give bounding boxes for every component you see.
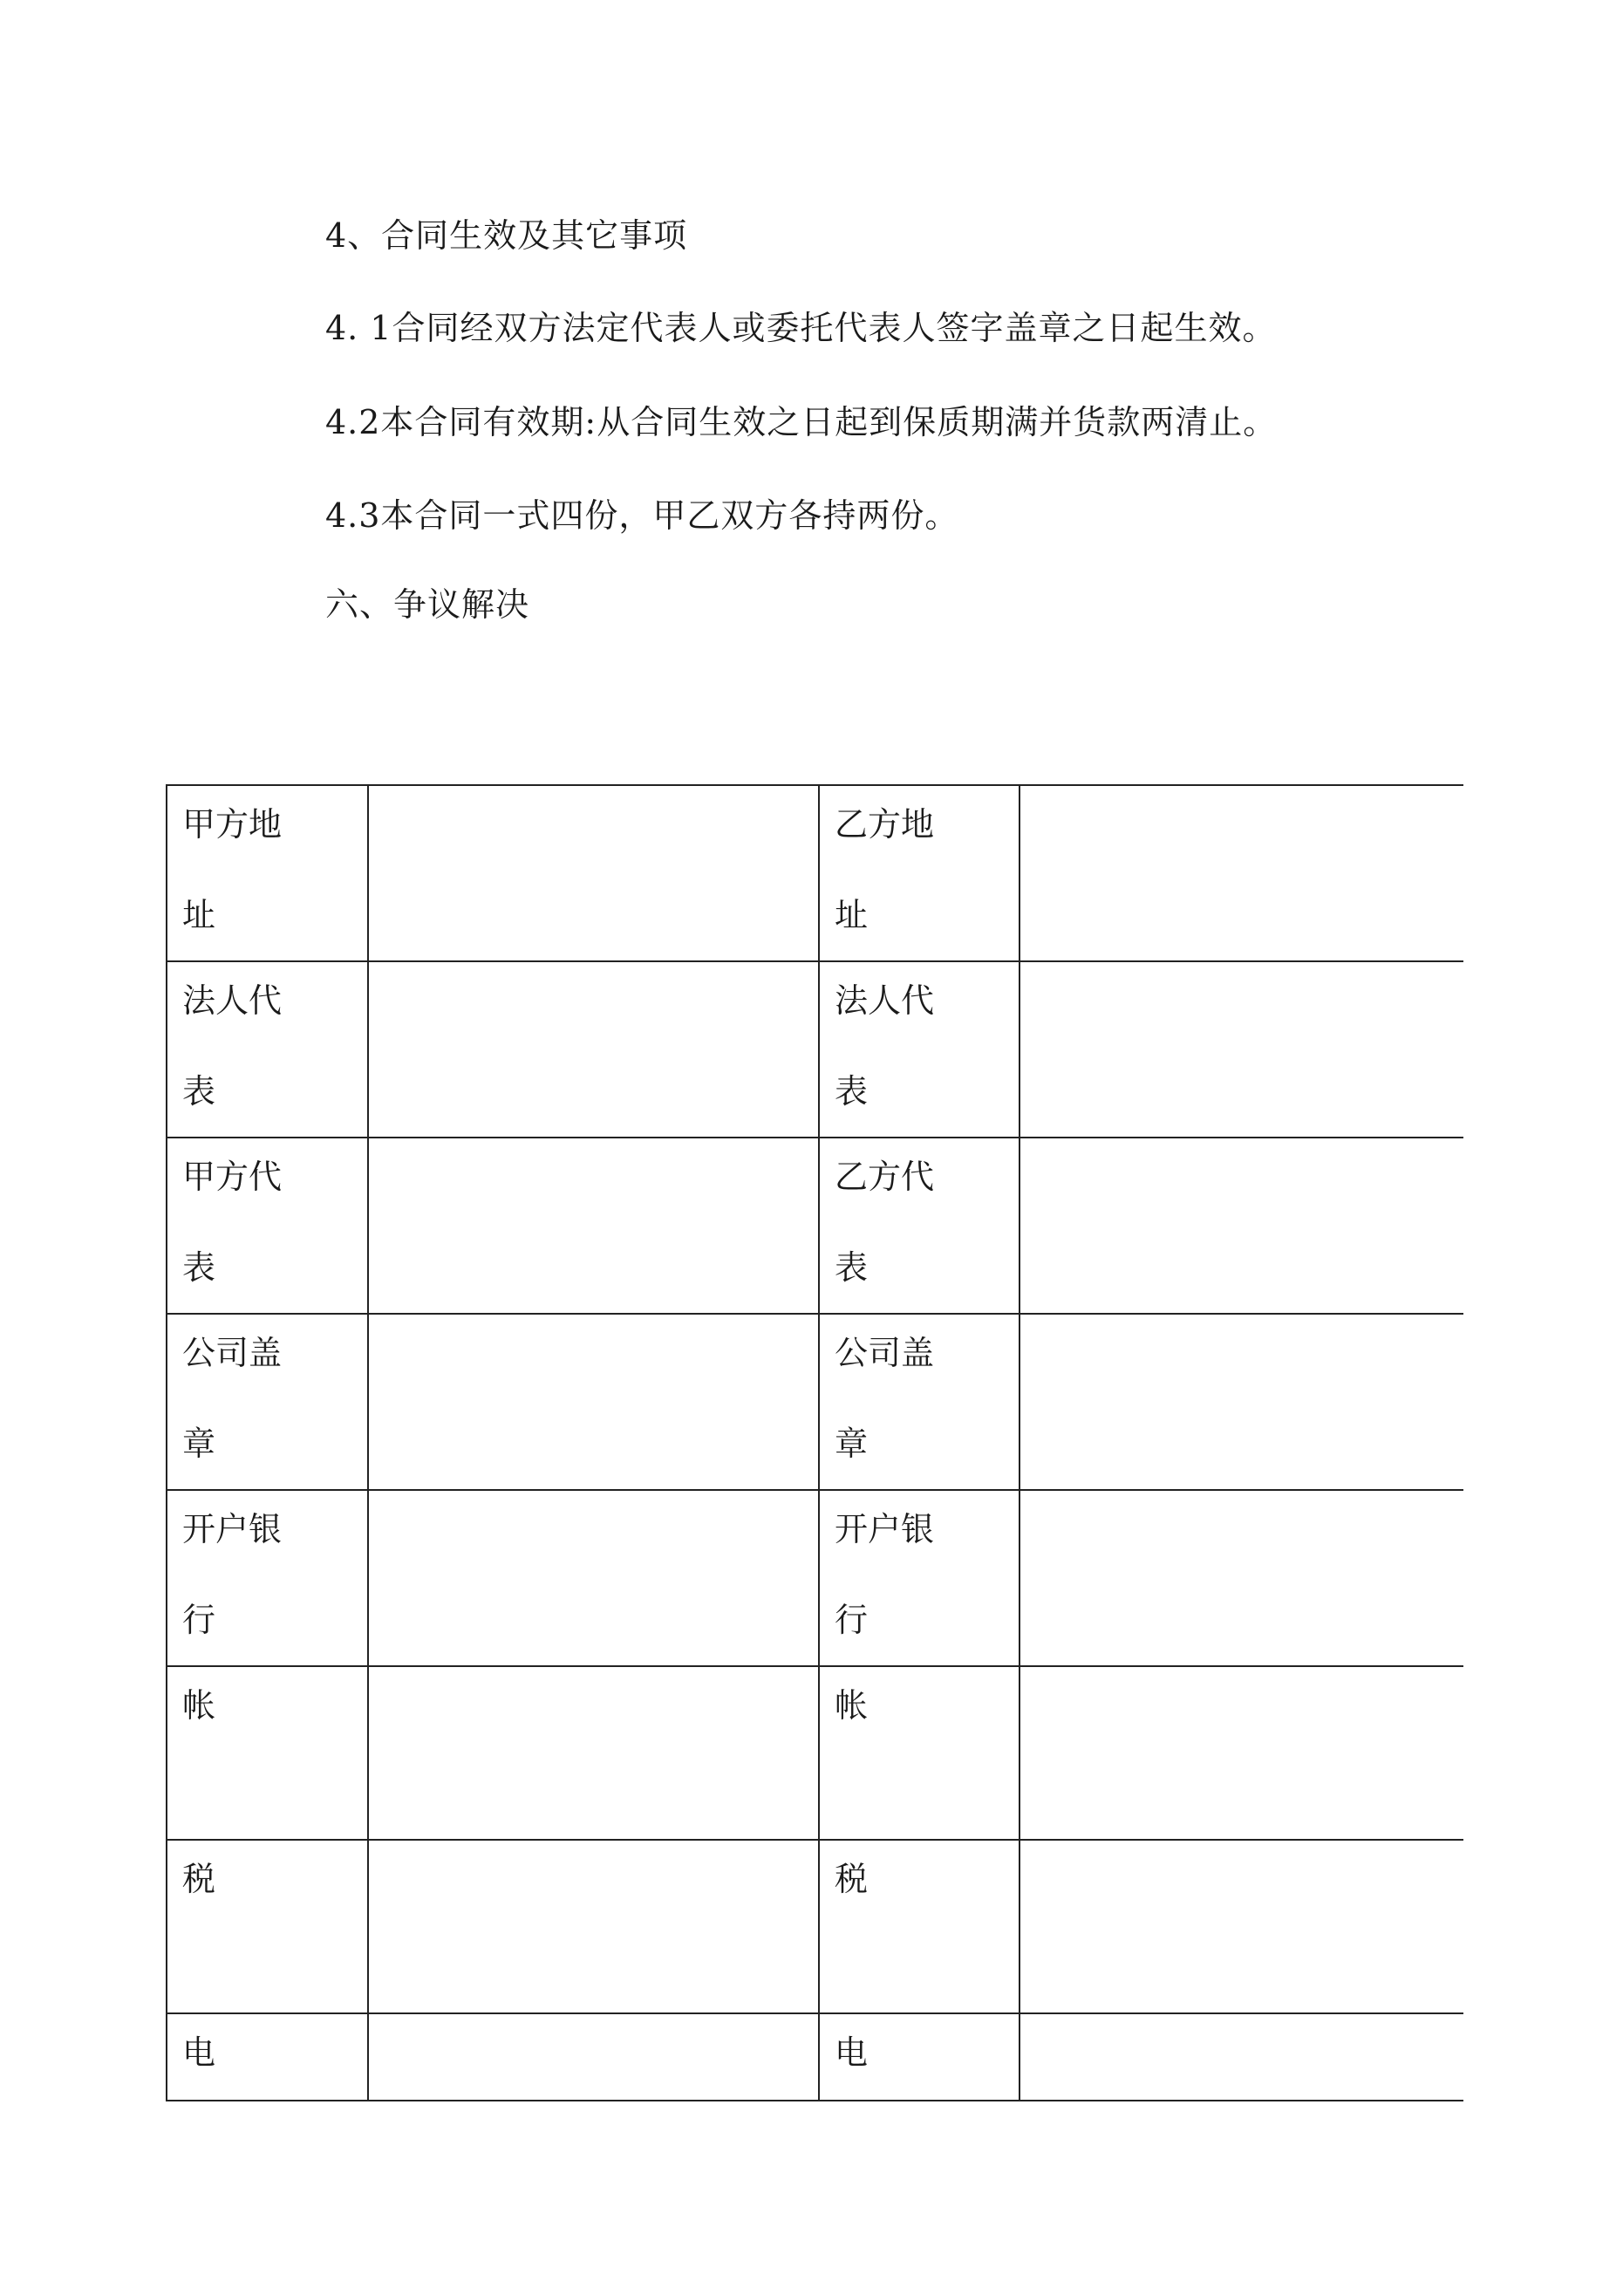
party-b-value-cell[interactable] bbox=[1019, 1314, 1463, 1490]
party-b-value-cell[interactable] bbox=[1019, 1666, 1463, 1840]
party-a-address-label: 甲方地址 bbox=[182, 805, 283, 934]
party-b-label-cell bbox=[819, 2013, 1019, 2101]
party-a-value-cell[interactable] bbox=[368, 1138, 819, 1314]
clause-4-2: 4.2本合同有效期:从合同生效之日起到保质期满并货款两清止。 bbox=[325, 403, 1278, 441]
party-b-company-seal-label: 公司盖章 bbox=[835, 1334, 935, 1463]
party-a-label-cell bbox=[167, 1490, 368, 1666]
party-b-address-label: 乙方地址 bbox=[835, 805, 935, 934]
section-heading-dispute-resolution: 六、争议解决 bbox=[325, 585, 530, 624]
table-row bbox=[167, 1138, 1463, 1314]
party-a-legal-rep-label: 法人代表 bbox=[182, 981, 283, 1110]
party-b-value-cell[interactable] bbox=[1019, 2013, 1463, 2101]
party-a-label-cell bbox=[167, 2013, 368, 2101]
party-a-value-cell[interactable] bbox=[368, 961, 819, 1138]
party-b-value-cell[interactable] bbox=[1019, 1138, 1463, 1314]
party-a-phone-label: 电 bbox=[182, 2033, 216, 2072]
table-row bbox=[167, 1490, 1463, 1666]
table-row bbox=[167, 1840, 1463, 2013]
party-b-tax-label: 税 bbox=[835, 1860, 869, 1898]
party-b-value-cell[interactable] bbox=[1019, 1490, 1463, 1666]
party-b-value-cell[interactable] bbox=[1019, 961, 1463, 1138]
party-a-value-cell[interactable] bbox=[368, 785, 819, 961]
party-b-label-cell bbox=[819, 961, 1019, 1138]
party-a-label-cell bbox=[167, 785, 368, 961]
party-a-label-cell bbox=[167, 1840, 368, 2013]
section-heading-contract-effect: 4、合同生效及其它事项 bbox=[325, 216, 688, 255]
party-b-label-cell bbox=[819, 785, 1019, 961]
party-a-label-cell bbox=[167, 1666, 368, 1840]
party-a-value-cell[interactable] bbox=[368, 1490, 819, 1666]
clause-4-3: 4.3本合同一式四份，甲乙双方各持两份。 bbox=[325, 496, 959, 535]
party-a-value-cell[interactable] bbox=[368, 1840, 819, 2013]
party-a-label-cell bbox=[167, 961, 368, 1138]
party-b-value-cell[interactable] bbox=[1019, 785, 1463, 961]
party-b-label-cell bbox=[819, 1840, 1019, 2013]
party-b-bank-label: 开户银行 bbox=[835, 1510, 935, 1639]
party-a-company-seal-label: 公司盖章 bbox=[182, 1334, 283, 1463]
party-b-account-label: 帐 bbox=[835, 1686, 869, 1725]
table-row bbox=[167, 961, 1463, 1138]
clause-4-1: 4. 1合同经双方法定代表人或委托代表人签字盖章之日起生效。 bbox=[325, 309, 1277, 347]
party-a-label-cell bbox=[167, 1314, 368, 1490]
party-a-tax-label: 税 bbox=[182, 1860, 216, 1898]
table-row bbox=[167, 1314, 1463, 1490]
table-row bbox=[167, 1666, 1463, 1840]
party-b-phone-label: 电 bbox=[835, 2033, 869, 2072]
party-a-representative-label: 甲方代表 bbox=[182, 1158, 283, 1287]
table-row bbox=[167, 2013, 1463, 2101]
party-a-account-label: 帐 bbox=[182, 1686, 216, 1725]
party-b-representative-label: 乙方代表 bbox=[835, 1158, 935, 1287]
party-b-value-cell[interactable] bbox=[1019, 1840, 1463, 2013]
party-a-value-cell[interactable] bbox=[368, 2013, 819, 2101]
party-b-label-cell bbox=[819, 1138, 1019, 1314]
party-a-label-cell bbox=[167, 1138, 368, 1314]
party-b-label-cell bbox=[819, 1490, 1019, 1666]
party-a-value-cell[interactable] bbox=[368, 1666, 819, 1840]
party-b-label-cell bbox=[819, 1314, 1019, 1490]
table-row bbox=[167, 785, 1463, 961]
party-b-legal-rep-label: 法人代表 bbox=[835, 981, 935, 1110]
party-a-value-cell[interactable] bbox=[368, 1314, 819, 1490]
party-a-bank-label: 开户银行 bbox=[182, 1510, 283, 1639]
party-b-label-cell bbox=[819, 1666, 1019, 1840]
signature-info-table bbox=[166, 784, 1463, 2101]
